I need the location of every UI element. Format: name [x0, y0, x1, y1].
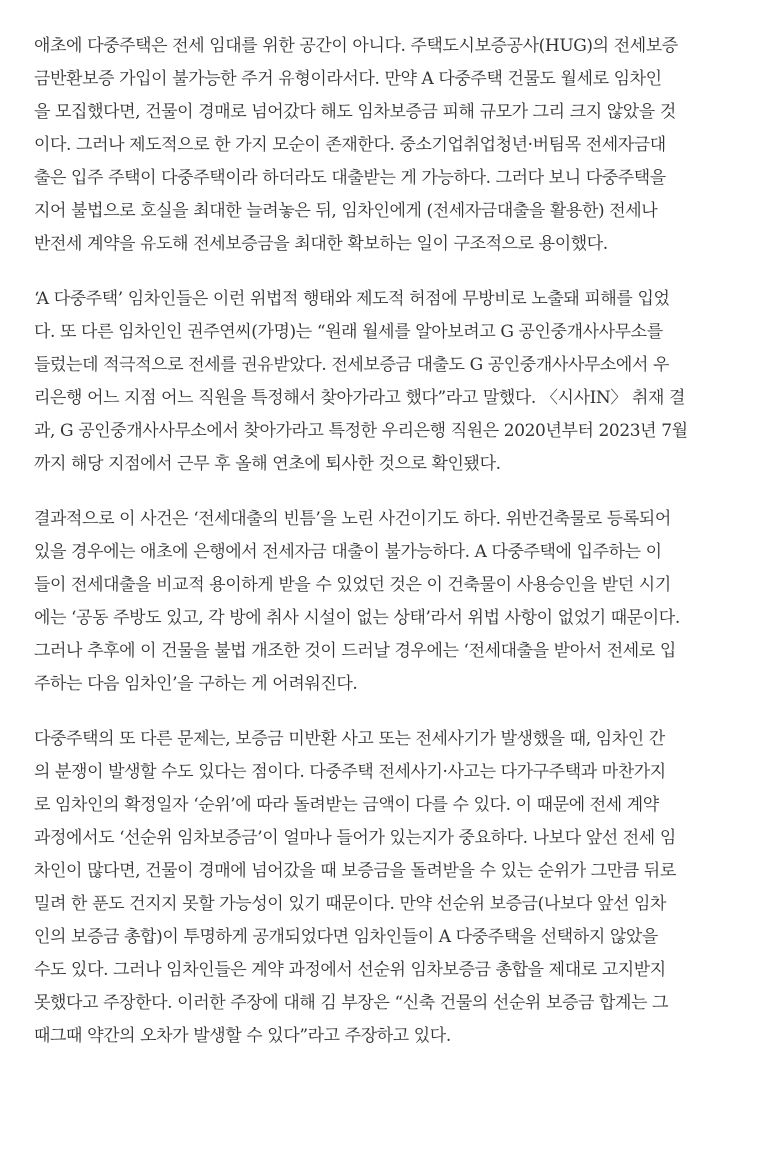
- paragraph-2: [34, 283, 739, 481]
- text-line: 수도 있다. 그러나 임차인들은 계약 과정에서 선순위 임차보증금 총합을 제대로 고지받지: [34, 960, 666, 980]
- text-line: 로 임차인의 확정일자 ‘순위’에 따라 돌려받는 금액이 다를 수 있다. 이 때문에 전세 계약: [34, 795, 659, 815]
- text-line: 다. 또 다른 임차인인 권주연씨(가명)는 “원래 월세를 알아보려고 G 공인중개사사무소를: [34, 322, 663, 342]
- text-line: 지어 불법으로 호실을 최대한 늘려놓은 뒤, 임차인에게 (전세자금대출을 활용한) 전세나: [34, 201, 658, 221]
- text-line: 차인이 많다면, 건물이 경매에 넘어갔을 때 보증금을 돌려받을 수 있는 순위가 그만큼 뒤로: [34, 861, 676, 881]
- text-line: 이다. 그러나 제도적으로 한 가지 모순이 존재한다. 중소기업취업청년·버팀목 전세자금대: [34, 135, 666, 155]
- text-line: 그러나 추후에 이 건물을 불법 개조한 것이 드러날 경우에는 ‘전세대출을 받아서 전세로 입: [34, 641, 676, 661]
- text-line: 들이 전세대출을 비교적 용이하게 받을 수 있었던 것은 이 건축물이 사용승인을 받던 시기: [34, 575, 671, 595]
- text-line: 에는 ‘공동 주방도 있고, 각 방에 취사 시설이 없는 상태’라서 위법 사항이 없었기 때문이다.: [34, 608, 680, 628]
- text-line: 인의 보증금 총합)이 투명하게 공개되었다면 임차인들이 A 다중주택을 선택하지 않았을: [34, 927, 658, 947]
- text-line: 결과적으로 이 사건은 ‘전세대출의 빈틈’을 노린 사건이기도 하다. 위반건축물로 등록되어: [34, 509, 671, 529]
- text-line: 다중주택의 또 다른 문제는, 보증금 미반환 사고 또는 전세사기가 발생했을 때, 임차인 간: [34, 729, 665, 749]
- text-line: 들렀는데 적극적으로 전세를 권유받았다. 전세보증금 대출도 G 공인중개사사무소에서 우: [34, 355, 670, 375]
- text-line: 금반환보증 가입이 불가능한 주거 유형이라서다. 만약 A 다중주택 건물도 월세로 임차인: [34, 69, 662, 89]
- text-line: 리은행 어느 지점 어느 직원을 특정해서 찾아가라고 했다”라고 말했다. 〈시사IN〉 취재 결: [34, 388, 686, 408]
- text-line: 반전세 계약을 유도해 전세보증금을 최대한 확보하는 일이 구조적으로 용이했다.: [34, 234, 608, 254]
- text-line: 못했다고 주장한다. 이러한 주장에 대해 김 부장은 “신축 건물의 선순위 보증금 합계는 그: [34, 993, 669, 1013]
- text-line: 애초에 다중주택은 전세 임대를 위한 공간이 아니다. 주택도시보증공사(HUG)의 전세보증: [34, 36, 678, 56]
- text-line: 있을 경우에는 애초에 은행에서 전세자금 대출이 불가능하다. A 다중주택에 입주하는 이: [34, 542, 662, 562]
- text-line: 의 분쟁이 발생할 수도 있다는 점이다. 다중주택 전세사기·사고는 다가구주택과 마찬가지: [34, 762, 666, 782]
- text-line: 출은 입주 주택이 다중주택이라 하더라도 대출받는 게 가능하다. 그러다 보니 다중주택을: [34, 168, 666, 188]
- text-line: 주하는 다음 임차인’을 구하는 게 어려워진다.: [34, 674, 358, 694]
- text-line: 밀려 한 푼도 건지지 못할 가능성이 있기 때문이다. 만약 선순위 보증금(나보다 앞선 임차: [34, 894, 667, 914]
- text-line: 을 모집했다면, 건물이 경매로 넘어갔다 해도 임차보증금 피해 규모가 그리 크지 않았을 것: [34, 102, 676, 122]
- text-line: 과정에서도 ‘선순위 임차보증금’이 얼마나 들어가 있는지가 중요하다. 나보다 앞선 전세 임: [34, 828, 676, 848]
- paragraph-4: [34, 723, 739, 1053]
- paragraph-3: [34, 503, 739, 701]
- paragraph-1: [34, 30, 739, 261]
- text-line: 과, G 공인중개사사무소에서 찾아가라고 특정한 우리은행 직원은 2020년부터 2023년 7월: [34, 421, 688, 441]
- text-line: 때그때 약간의 오차가 발생할 수 있다”라고 주장하고 있다.: [34, 1026, 451, 1046]
- text-line: 까지 해당 지점에서 근무 후 올해 연초에 퇴사한 것으로 확인됐다.: [34, 454, 501, 474]
- text-line: ‘A 다중주택’ 임차인들은 이런 위법적 행태와 제도적 허점에 무방비로 노출돼 피해를 입었: [34, 289, 670, 309]
